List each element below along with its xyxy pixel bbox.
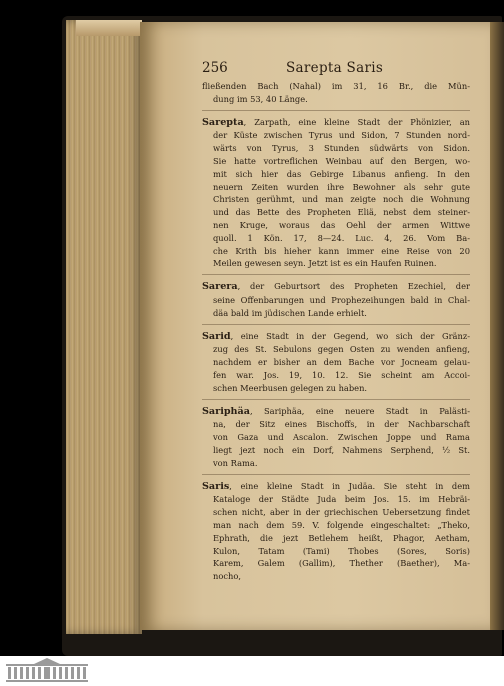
entry-sarepta [202, 116, 470, 271]
line-text: nocho, [213, 571, 241, 582]
text-line [202, 155, 470, 168]
line-text: , der Geburtsort des Propheten Ezechiel, der [237, 281, 470, 292]
text-line [202, 356, 470, 369]
entry-divider [202, 274, 470, 275]
line-text: liegt jezt noch ein Dorf, Nahmens Serphend, ½ St. [213, 444, 470, 455]
line-text: Ephrath, die jezt Betlehem heißt, Phagor, Aetham, [213, 532, 470, 543]
text-line [202, 444, 470, 457]
text-line [202, 330, 470, 344]
line-text: che Krith bis hieher kann immer eine Reise von 20 [213, 245, 470, 256]
line-text: seine Offenbarungen und Prophezeihungen bald in Chal- [213, 294, 470, 305]
lemma: Sarepta [202, 116, 244, 128]
line-text: nachdem er bisher an dem Bache vor Jocneam gelau- [213, 357, 470, 368]
text-line [202, 129, 470, 142]
page-header [202, 60, 487, 80]
line-text: neuern Zeiten wurden ihre Bewohner als sehr gute [213, 181, 470, 192]
gutter-shadow [490, 22, 504, 630]
text-line [202, 294, 470, 307]
entry-sarera [202, 280, 470, 319]
line-text: der Küste zwischen Tyrus und Sidon, 7 Stunden nord- [213, 130, 470, 141]
text-line [202, 369, 470, 382]
line-text: schen Meerbusen gelegen zu haben. [213, 382, 368, 393]
text-line [202, 307, 470, 320]
text-line [202, 570, 470, 583]
text-line [202, 382, 470, 395]
line-text: Sie hatte vortreflichen Weinbau auf den Bergen, wo- [213, 155, 470, 166]
entry-sariphaa [202, 405, 470, 470]
text-line [202, 506, 470, 519]
lemma: Sarera [202, 281, 238, 293]
line-text: Karem, Galem (Gallim), Thether (Baether), Ma- [213, 558, 470, 569]
text-line [202, 405, 470, 419]
text-line [202, 557, 470, 570]
line-text: von Rama. [213, 457, 258, 468]
line-text: Christen gerühmt, und man zeigte noch die Wohnung [213, 194, 470, 205]
line-text: nen Kruge, woraus das Oehl der armen Wittwe [213, 219, 470, 230]
text-line [202, 545, 470, 558]
text-line [202, 142, 470, 155]
text-line [202, 257, 470, 270]
lemma: Sariphäa [202, 405, 250, 417]
page-edges [66, 20, 142, 634]
text-line [202, 193, 470, 206]
text-line [202, 245, 470, 258]
entry-divider [202, 474, 470, 475]
text-line [202, 457, 470, 470]
line-text: , Zarpath, eine kleine Stadt der Phönizier, an [243, 116, 470, 127]
text-line [202, 93, 470, 106]
page-text [202, 80, 470, 587]
text-line [202, 232, 470, 245]
text-line [202, 168, 470, 181]
line-text: , eine Stadt in der Gegend, wo sich der Gränz- [230, 330, 470, 341]
line-text: Kulon, Tatam (Tami) Thobes (Sores, Soris) [213, 545, 470, 556]
page-edges-top [76, 20, 142, 36]
entry-divider [202, 399, 470, 400]
line-text: mit sich hier das Gebirge Libanus anfieng. In den [213, 168, 470, 179]
entry-continuation [202, 80, 470, 106]
entry-saris [202, 480, 470, 583]
text-line [202, 493, 470, 506]
line-text: , Sariphäa, eine neuere Stadt in Palästi- [249, 405, 470, 416]
line-text: däa bald im jüdischen Lande erhielt. [213, 307, 367, 318]
entry-divider [202, 324, 470, 325]
page-number: 256 [202, 60, 228, 76]
line-text: zug des St. Sebulons gegen Osten zu wenden anfieng, [213, 344, 470, 355]
text-line [202, 116, 470, 130]
line-text: fen war. Jos. 19, 10. 12. Sie scheint am Accoi- [213, 369, 470, 380]
text-line [202, 206, 470, 219]
line-text: man nach dem 59. V. folgende eingeschaltet: „Theko, [213, 519, 470, 530]
line-text: schen nicht, aber in der griechischen Uebersetzung findet [213, 507, 470, 518]
running-head: Sarepta Saris [286, 60, 384, 76]
text-line [202, 532, 470, 545]
text-line [202, 219, 470, 232]
library-logo-icon [4, 658, 90, 684]
line-text: quoll. 1 Kön. 17, 8—24. Luc. 4, 26. Vom Ba- [213, 232, 470, 243]
line-text: , eine kleine Stadt in Judäa. Sie steht in dem [229, 480, 470, 491]
line-text: na, der Sitz eines Bischoffs, in der Nachbarschaft [213, 419, 470, 430]
text-line [202, 181, 470, 194]
line-text: Kataloge der Städte Juda beim Jos. 15. im Hebräi- [213, 494, 470, 505]
text-line [202, 431, 470, 444]
line-text: fließenden Bach (Nahal) im 31, 16 Br., die Mün- [202, 81, 470, 91]
line-text: Meilen gewesen seyn. Jetzt ist es ein Haufen Ruinen. [213, 258, 437, 269]
text-line [202, 280, 470, 294]
lemma: Sarid [202, 330, 231, 342]
entry-divider [202, 110, 470, 111]
line-text: dung im 53, 40 Länge. [213, 93, 308, 104]
text-line [202, 80, 470, 93]
line-text: und das Bette des Propheten Eliä, nebst dem steiner- [213, 207, 470, 218]
line-text: von Gaza und Ascalon. Zwischen Joppe und Rama [213, 432, 470, 443]
text-line [202, 343, 470, 356]
text-line [202, 519, 470, 532]
text-line [202, 480, 470, 494]
lemma: Saris [202, 480, 230, 492]
line-text: wärts von Tyrus, 3 Stunden südwärts von Sidon. [213, 143, 470, 154]
entry-sarid [202, 330, 470, 395]
text-line [202, 418, 470, 431]
